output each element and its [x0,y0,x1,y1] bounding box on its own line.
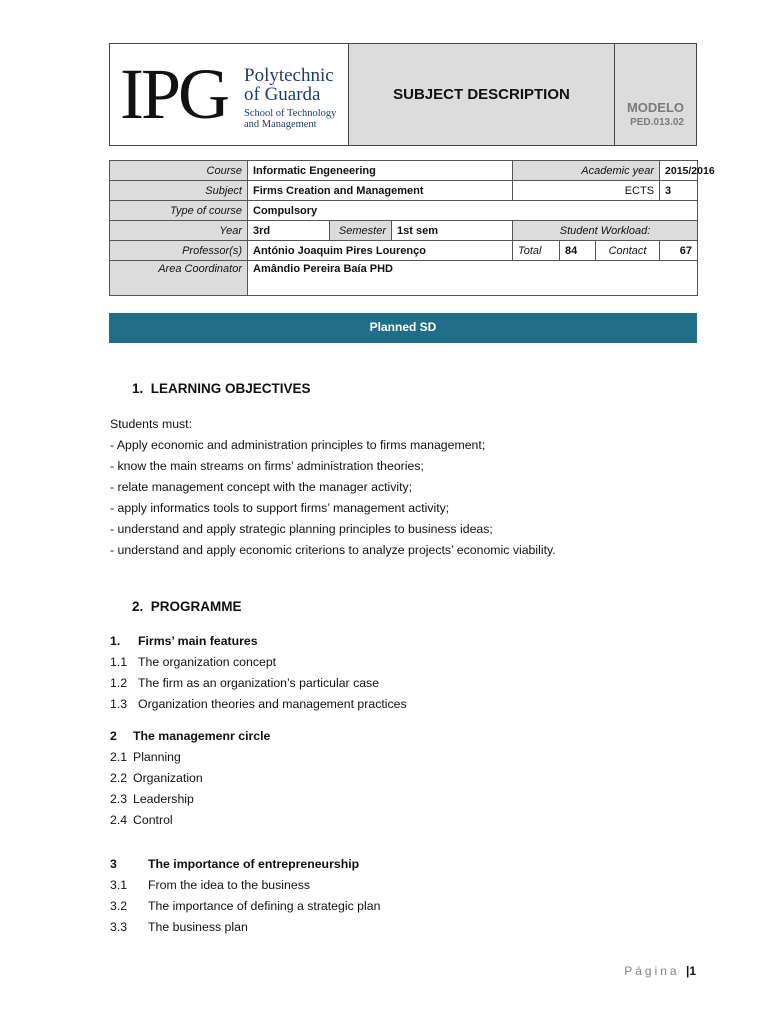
semester-value: 1st sem [392,221,513,241]
section-heading [132,381,311,396]
list-item: - understand and apply strategic planning principles to business ideas; [110,522,493,536]
table-row [110,181,698,201]
list-item [110,789,270,810]
type-label: Type of course [110,201,248,221]
table-row [110,241,698,261]
topic-number: 1. [110,634,121,648]
professor-value: António Joaquim Pires Lourenço [248,241,513,261]
item-number: 1.3 [110,697,128,711]
logo-line-3: School of Technology [244,108,337,119]
programme-topic-2 [110,726,270,831]
coordinator-label: Area Coordinator [110,261,248,296]
ects-value: 3 [660,181,698,201]
section-number: 2. [132,599,144,614]
institution-logo [110,44,349,145]
model-label: MODELO [626,100,684,115]
objectives-list [110,414,556,561]
contact-value: 67 [660,241,698,261]
list-item: - know the main streams on firms’ administration theories; [110,459,424,473]
total-value: 84 [560,241,596,261]
item-text: Control [133,813,173,827]
professor-label: Professor(s) [110,241,248,261]
page-word: Página [624,964,680,978]
item-text: The business plan [148,920,248,934]
list-item [110,747,270,768]
topic-number: 2 [110,729,117,743]
ects-label: ECTS [513,181,660,201]
section-number: 1. [132,381,144,396]
page-number: 1 [689,964,696,978]
academic-year-label: Academic year [513,161,660,181]
list-item [110,673,407,694]
item-text: Organization [133,771,203,785]
item-text: Leadership [133,792,194,806]
item-text: The organization concept [138,655,277,669]
list-item: - Apply economic and administration principles to firms management; [110,438,486,452]
item-text: From the idea to the business [148,878,310,892]
table-row [110,221,698,241]
list-item [110,896,380,917]
course-info-table [109,160,715,296]
total-label: Total [513,241,560,261]
document-header [109,43,697,146]
list-item: - relate management concept with the manager activity; [110,480,413,494]
item-number: 2.2 [110,771,128,785]
logo-line-4: and Management [244,119,317,130]
logo-line-2: of Guarda [244,84,321,105]
semester-label: Semester [330,221,392,241]
item-text: Organization theories and management practices [138,697,407,711]
course-value: Informatic Engeneering [248,161,513,181]
topic-title: The importance of entrepreneurship [148,857,360,871]
topic-heading [110,631,407,652]
section-title: PROGRAMME [150,599,242,614]
model-cell [615,44,696,145]
planned-banner: Planned SD [109,313,697,343]
item-number: 2.4 [110,813,128,827]
title-cell [349,44,615,145]
list-item: - understand and apply economic criterions to analyze projects’ economic viability. [110,543,556,557]
workload-label: Student Workload: [513,221,698,241]
logo-line-1: Polytechnic [244,65,334,86]
contact-label: Contact [596,241,660,261]
programme-topic-1 [110,631,407,715]
list-item [110,810,270,831]
list-item: - apply informatics tools to support firms’ management activity; [110,501,450,515]
course-label: Course [110,161,248,181]
item-text: Planning [133,750,181,764]
objectives-intro: Students must: [110,417,193,431]
item-number: 3.1 [110,878,128,892]
item-number: 2.3 [110,792,128,806]
table-row [110,161,698,181]
list-item [110,768,270,789]
page-footer [624,964,696,978]
model-code: PED.013.02 [630,117,684,128]
coordinator-value: Amândio Pereira Baía PHD [248,261,698,296]
list-item [110,652,407,673]
item-number: 1.2 [110,676,128,690]
type-value: Compulsory [248,201,698,221]
academic-year-value: 2015/2016 [660,161,698,181]
subject-label: Subject [110,181,248,201]
topic-number: 3 [110,857,117,871]
document-title: SUBJECT DESCRIPTION [393,86,570,103]
item-number: 2.1 [110,750,128,764]
table-row [110,201,698,221]
year-value: 3rd [248,221,330,241]
item-text: The firm as an organization’s particular case [138,676,380,690]
list-item [110,875,380,896]
page-separator: | [685,964,690,978]
item-number: 1.1 [110,655,128,669]
topic-heading [110,726,270,747]
topic-title: The managemenr circle [133,729,271,743]
table-row [110,261,698,296]
logo-mark: IPG [120,54,228,134]
item-number: 3.2 [110,899,128,913]
section-heading [132,599,242,614]
list-item [110,694,407,715]
topic-title: Firms’ main features [138,634,258,648]
item-number: 3.3 [110,920,128,934]
section-title: LEARNING OBJECTIVES [150,381,311,396]
logo-text [244,66,336,130]
model-info [627,100,684,128]
list-item [110,917,380,938]
item-text: The importance of defining a strategic plan [148,899,381,913]
topic-heading [110,854,380,875]
year-label: Year [110,221,248,241]
programme-topic-3 [110,854,380,938]
subject-value: Firms Creation and Management [248,181,513,201]
